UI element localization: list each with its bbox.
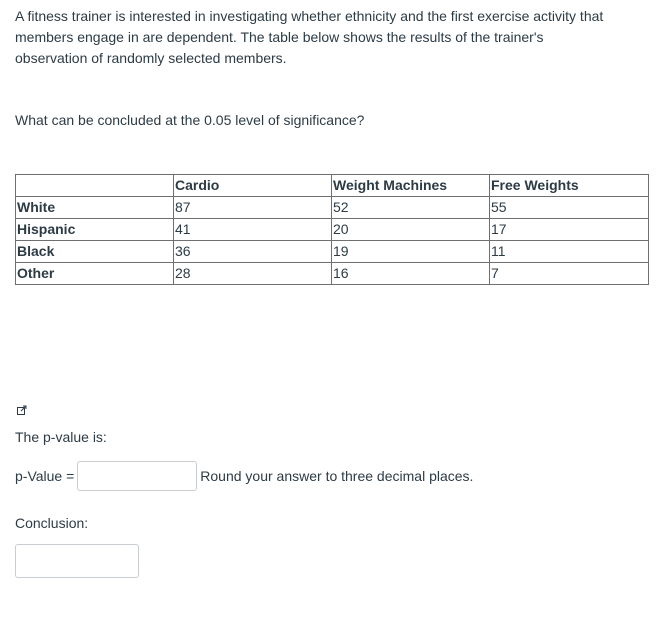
table-cell: 55 — [490, 197, 649, 219]
question-text: A fitness trainer is interested in investigating whether ethnicity and the first exercise activity that members engage in are dependent. The table below shows the results of the trainer's observation of randomly selected members. — [15, 8, 604, 66]
external-link-icon[interactable] — [17, 402, 27, 412]
conclusion-select[interactable] — [15, 544, 139, 578]
table-header-cell: Free Weights — [490, 175, 649, 197]
table-header-cell: Weight Machines — [332, 175, 490, 197]
pvalue-row — [15, 459, 473, 493]
table-row — [16, 219, 649, 241]
conclusion-label: Conclusion: — [15, 515, 89, 531]
table-cell: 28 — [174, 263, 332, 285]
table-row — [16, 263, 649, 285]
table-row — [16, 241, 649, 263]
table-cell: 52 — [332, 197, 490, 219]
row-label: Hispanic — [16, 219, 174, 241]
table-cell: 87 — [174, 197, 332, 219]
row-label: Black — [16, 241, 174, 263]
pvalue-heading: The p-value is: — [15, 429, 107, 445]
table-header-cell — [16, 175, 174, 197]
row-label: White — [16, 197, 174, 219]
table-cell: 36 — [174, 241, 332, 263]
table-header-row — [16, 175, 649, 197]
table-cell: 7 — [490, 263, 649, 285]
pvalue-label: p-Value = — [15, 468, 75, 484]
table-cell: 19 — [332, 241, 490, 263]
row-label: Other — [16, 263, 174, 285]
table-cell: 20 — [332, 219, 490, 241]
table-header-cell: Cardio — [174, 175, 332, 197]
pvalue-input[interactable] — [77, 461, 197, 491]
table-cell: 17 — [490, 219, 649, 241]
table-row — [16, 197, 649, 219]
question-prompt: What can be concluded at the 0.05 level of significance? — [15, 112, 365, 128]
contingency-table — [15, 174, 649, 285]
table-cell: 16 — [332, 263, 490, 285]
table-cell: 41 — [174, 219, 332, 241]
table-cell: 11 — [490, 241, 649, 263]
round-instruction: Round your answer to three decimal places. — [200, 468, 474, 484]
